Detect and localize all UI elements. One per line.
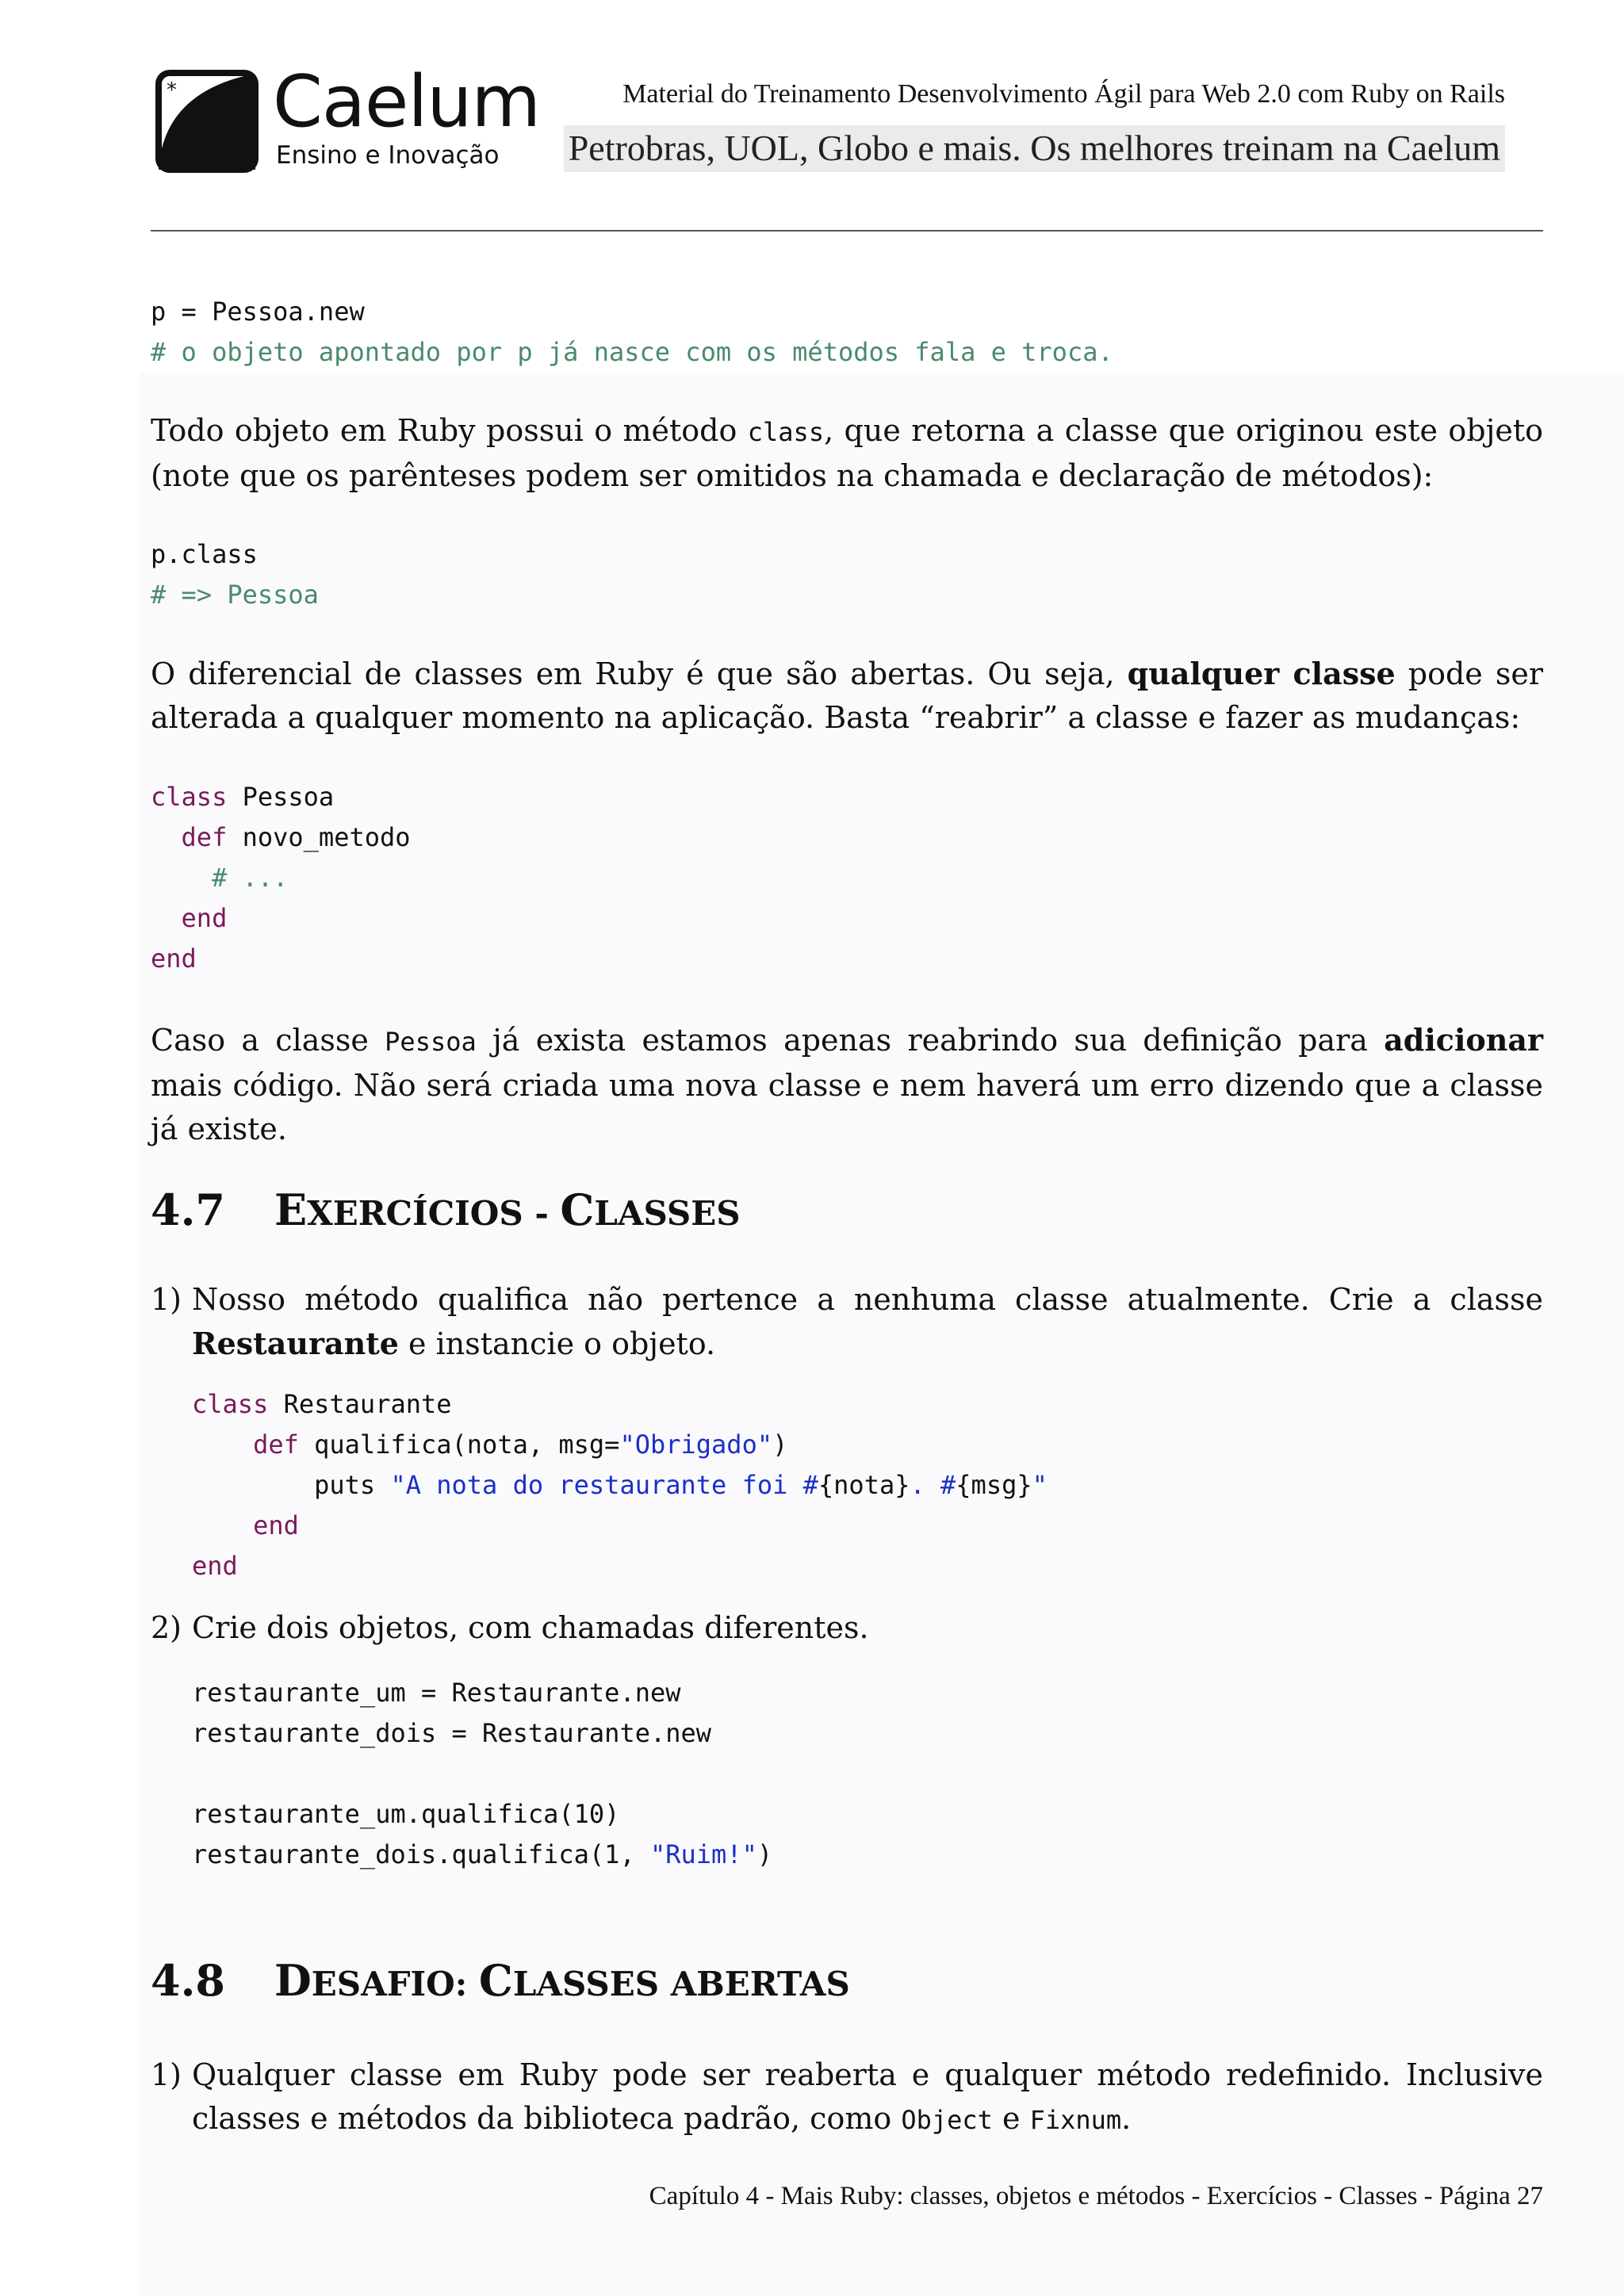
text-run: Qualquer classe em Ruby pode ser reaberta e qualquer método redefinido. Inclusive classes e métodos da biblioteca padrão, como	[192, 2057, 1543, 2136]
page-footer: Capítulo 4 - Mais Ruby: classes, objetos e métodos - Exercícios - Classes - Página 27	[649, 2182, 1543, 2210]
code-keyword: end	[253, 1510, 299, 1540]
heading-text: C	[478, 1955, 513, 2006]
text-run: .	[1121, 2101, 1132, 2136]
text-run: e	[992, 2101, 1030, 2136]
text-run: já exista estamos apenas reabrindo sua definição para	[476, 1023, 1385, 1058]
exercise-1-text	[192, 1278, 1543, 1366]
svg-text:*: *	[167, 78, 177, 102]
section-number: 4.7	[151, 1184, 225, 1235]
code-keyword: class	[151, 782, 228, 812]
code-text: qualifica(nota, msg=	[298, 1429, 620, 1460]
text-run: Nosso método qualifica não pertence a nenhuma classe atualmente. Crie a classe	[192, 1282, 1543, 1317]
code-string: "Ruim!"	[649, 1839, 757, 1869]
inline-code: Pessoa	[385, 1027, 477, 1057]
code-line: p.class	[151, 539, 258, 569]
bold-text: adicionar	[1384, 1022, 1543, 1058]
code-keyword: def	[253, 1429, 299, 1460]
code-block-restaurante-objects	[192, 1673, 772, 1875]
heading-text: C	[560, 1184, 595, 1235]
heading-text: D	[274, 1955, 312, 2006]
text-run: e instancie o objeto.	[398, 1326, 716, 1361]
code-text: Pessoa	[227, 782, 335, 812]
heading-text: ESAFIO:	[311, 1965, 479, 2003]
section-heading-4-7	[151, 1184, 741, 1235]
bold-text: qualquer classe	[1127, 656, 1396, 691]
text-run: Todo objeto em Ruby possui o método	[151, 413, 748, 448]
paragraph-open-classes	[151, 652, 1543, 740]
heading-text: LASSES	[594, 1194, 741, 1233]
text-run: Caso a classe	[151, 1023, 385, 1058]
exercise-desafio-text	[192, 2053, 1543, 2142]
paragraph-class-method	[151, 409, 1543, 498]
exercise-2-text: Crie dois objetos, com chamadas diferentes.	[192, 1610, 869, 1645]
code-block-p-class	[151, 534, 319, 615]
code-text: Restaurante	[268, 1389, 452, 1419]
code-comment: # ...	[212, 863, 289, 893]
header-training-title: Material do Treinamento Desenvolvimento Ágil para Web 2.0 com Ruby on Rails	[622, 79, 1505, 109]
header-divider	[151, 230, 1543, 232]
code-text: )	[756, 1839, 773, 1869]
inline-code: class	[747, 417, 825, 447]
caelum-logo-icon	[155, 70, 259, 173]
text-run: pode ser alterada a qualquer momento na aplicação. Basta “reabrir” a classe e fazer as mudanças:	[151, 656, 1543, 735]
code-line: restaurante_um = Restaurante.new	[192, 1678, 681, 1708]
code-block-pessoa-new	[151, 292, 1113, 373]
code-text: )	[772, 1429, 788, 1460]
paragraph-reopen-explanation	[151, 1018, 1543, 1151]
code-string: "A nota do restaurante foi #	[390, 1470, 818, 1500]
heading-text: E	[274, 1184, 308, 1235]
code-keyword: end	[151, 943, 197, 974]
logo-name: Caelum	[273, 60, 541, 144]
code-block-reopen-pessoa	[151, 777, 411, 979]
code-keyword: end	[181, 903, 228, 933]
code-keyword: def	[181, 822, 228, 852]
bold-text: Restaurante	[192, 1326, 399, 1361]
code-text: restaurante_dois.qualifica(1,	[192, 1839, 650, 1869]
inline-code: Fixnum	[1029, 2105, 1122, 2135]
code-block-restaurante-class	[192, 1384, 1048, 1586]
section-number: 4.8	[151, 1955, 225, 2006]
code-text: puts	[314, 1470, 391, 1500]
code-text: {msg}	[956, 1470, 1032, 1500]
inline-code: Object	[901, 2105, 993, 2135]
code-text: {nota}	[818, 1470, 910, 1500]
text-run: , que retorna a classe que originou este objeto (note que os parênteses podem ser omitidos na chamada e declaração de métodos):	[151, 413, 1543, 493]
code-keyword: end	[192, 1551, 238, 1581]
code-string: "Obrigado"	[619, 1429, 773, 1460]
logo-tagline: Ensino e Inovação	[276, 141, 500, 170]
code-string: "	[1032, 1470, 1048, 1500]
code-string: . #	[910, 1470, 956, 1500]
text-run: O diferencial de classes em Ruby é que são abertas. Ou seja,	[151, 656, 1128, 691]
list-number: 2)	[151, 1610, 182, 1645]
code-keyword: class	[192, 1389, 269, 1419]
heading-text: LASSES ABERTAS	[512, 1965, 850, 2003]
code-line: restaurante_dois = Restaurante.new	[192, 1718, 712, 1748]
section-heading-4-8	[151, 1955, 850, 2006]
list-number: 1)	[151, 1282, 182, 1317]
header-slogan: Petrobras, UOL, Globo e mais. Os melhores treinam na Caelum	[564, 125, 1505, 172]
heading-text: XERCÍCIOS -	[307, 1194, 561, 1233]
code-line: restaurante_um.qualifica(10)	[192, 1799, 620, 1829]
code-comment: # o objeto apontado por p já nasce com os métodos fala e troca.	[151, 337, 1113, 367]
code-text: novo_metodo	[227, 822, 411, 852]
code-line: p = Pessoa.new	[151, 297, 365, 327]
text-run: mais código. Não será criada uma nova classe e nem haverá um erro dizendo que a classe já existe.	[151, 1068, 1543, 1146]
code-comment: # => Pessoa	[151, 580, 319, 610]
list-number: 1)	[151, 2057, 182, 2092]
